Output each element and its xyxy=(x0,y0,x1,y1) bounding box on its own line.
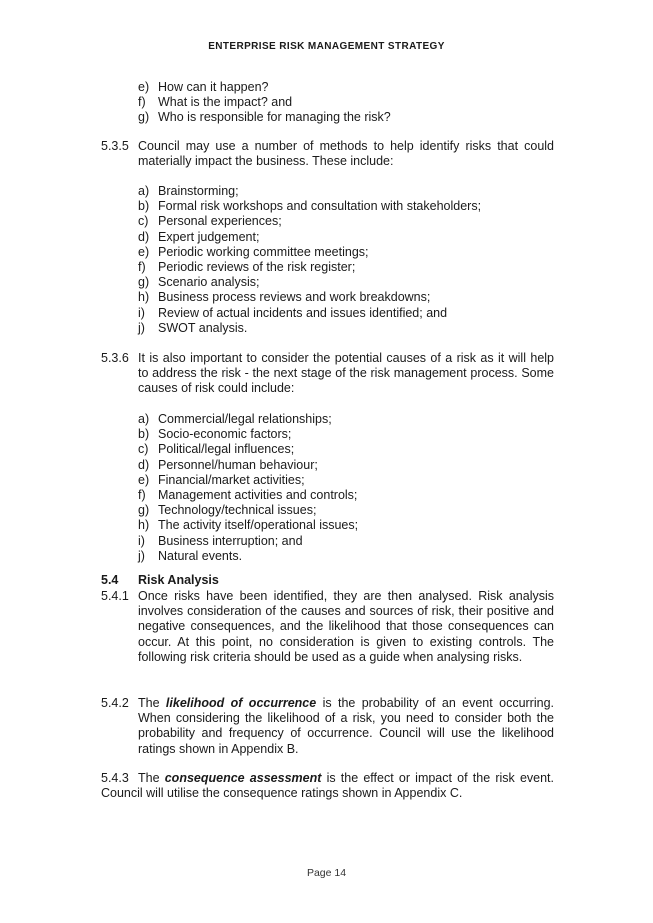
section-heading-5-4 xyxy=(101,573,219,588)
list-marker: j) xyxy=(138,320,145,335)
list-item-text: What is the impact? and xyxy=(158,95,293,110)
paragraph-text xyxy=(138,696,554,757)
list-marker: g) xyxy=(138,275,150,290)
paragraph-text: Council may use a number of methods to help identify risks that could materially impact the business. These include: xyxy=(138,139,554,169)
list-item-text: Socio-economic factors; xyxy=(158,427,292,442)
list-item-text: Periodic working committee meetings; xyxy=(158,244,369,259)
list-marker: a) xyxy=(138,412,150,426)
list-marker: a) xyxy=(138,184,150,198)
list-marker: g) xyxy=(138,110,150,125)
list-marker: e) xyxy=(138,80,150,94)
list-marker: h) xyxy=(138,518,150,533)
list-marker: f) xyxy=(138,259,146,274)
list-marker: d) xyxy=(138,457,150,472)
section-title: Risk Analysis xyxy=(138,573,219,587)
paragraph-5-3-6 xyxy=(101,351,554,397)
paragraph-5-4-3 xyxy=(101,771,554,801)
list-item-text: Financial/market activities; xyxy=(158,472,305,487)
list-item-text: Expert judgement; xyxy=(158,229,260,244)
list-item-text: Technology/technical issues; xyxy=(158,503,317,518)
list-item-text: Brainstorming; xyxy=(158,184,239,198)
list-marker: e) xyxy=(138,244,150,259)
list-item-text: Personnel/human behaviour; xyxy=(158,457,318,472)
list-marker: d) xyxy=(138,229,150,244)
list-marker: c) xyxy=(138,214,149,229)
paragraph-5-4-1 xyxy=(101,589,554,665)
list-item-text: Formal risk workshops and consultation with stakeholders; xyxy=(158,199,482,214)
list-item-text: Periodic reviews of the risk register; xyxy=(158,259,356,274)
text-run: The xyxy=(138,771,165,785)
paragraph-5-4-2 xyxy=(101,696,554,757)
list-marker: f) xyxy=(138,95,146,110)
emphasis-term: likelihood of occurrence xyxy=(165,696,317,710)
text-run: The xyxy=(138,696,166,710)
paragraph-5-3-5 xyxy=(101,139,554,169)
text-run: is the effect or impact of the risk event. Council will utilise the consequence ratings shown in Appendix C. xyxy=(101,771,555,801)
list-item-text: Personal experiences; xyxy=(158,214,282,229)
list-item-text: Review of actual incidents and issues identified; and xyxy=(158,305,448,320)
list-item-text: Who is responsible for managing the risk? xyxy=(158,110,391,125)
list-item-text: The activity itself/operational issues; xyxy=(158,518,359,533)
list-marker: j) xyxy=(138,548,145,563)
paragraph-number: 5.3.6 xyxy=(101,351,129,365)
list-marker: h) xyxy=(138,290,150,305)
page-header: ENTERPRISE RISK MANAGEMENT STRATEGY xyxy=(208,41,445,52)
section-number: 5.4 xyxy=(101,573,119,587)
paragraph-text xyxy=(101,771,554,801)
list-marker: b) xyxy=(138,427,150,442)
paragraph-number: 5.3.5 xyxy=(101,139,129,153)
list-item-text: How can it happen? xyxy=(158,80,269,94)
list-item-text: Political/legal influences; xyxy=(158,442,295,457)
paragraph-number: 5.4.1 xyxy=(101,589,129,603)
list-item-text: Management activities and controls; xyxy=(158,487,358,502)
text-run: is the probability of an event occurring. When considering the likelihood of a risk, you need to consider both the probability and frequency of occurrence. Council will use the likelihood ratings shown in Appendix B. xyxy=(138,696,554,756)
paragraph-number: 5.4.3 xyxy=(101,771,129,785)
list-marker: i) xyxy=(138,305,145,320)
list-item-text: Commercial/legal relationships; xyxy=(158,412,332,426)
list-marker: b) xyxy=(138,199,150,214)
emphasis-term: consequence assessment xyxy=(164,771,322,785)
list-marker: e) xyxy=(138,472,150,487)
paragraph-text: It is also important to consider the potential causes of a risk as it will help to address the risk - the next stage of the risk management process. Some causes of risk could include: xyxy=(138,351,554,396)
list-item-text: Scenario analysis; xyxy=(158,275,260,290)
list-item-text: Natural events. xyxy=(158,548,243,563)
list-marker: c) xyxy=(138,442,149,457)
list-item-text: Business interruption; and xyxy=(158,533,303,548)
list-marker: f) xyxy=(138,487,146,502)
page-number: Page 14 xyxy=(306,867,347,879)
list-item-text: Business process reviews and work breakdowns; xyxy=(158,290,431,305)
paragraph-text: Once risks have been identified, they are then analysed. Risk analysis involves consideration of the causes and sources of risk, their positive and negative consequences, and the likelihood that those consequences can occur. At this point, no consideration is given to existing controls. The following risk criteria should be used as a guide when analysing risks. xyxy=(138,589,554,664)
list-marker: i) xyxy=(138,533,145,548)
list-item-text: SWOT analysis. xyxy=(158,320,248,335)
paragraph-number: 5.4.2 xyxy=(101,696,129,710)
list-marker: g) xyxy=(138,503,150,518)
